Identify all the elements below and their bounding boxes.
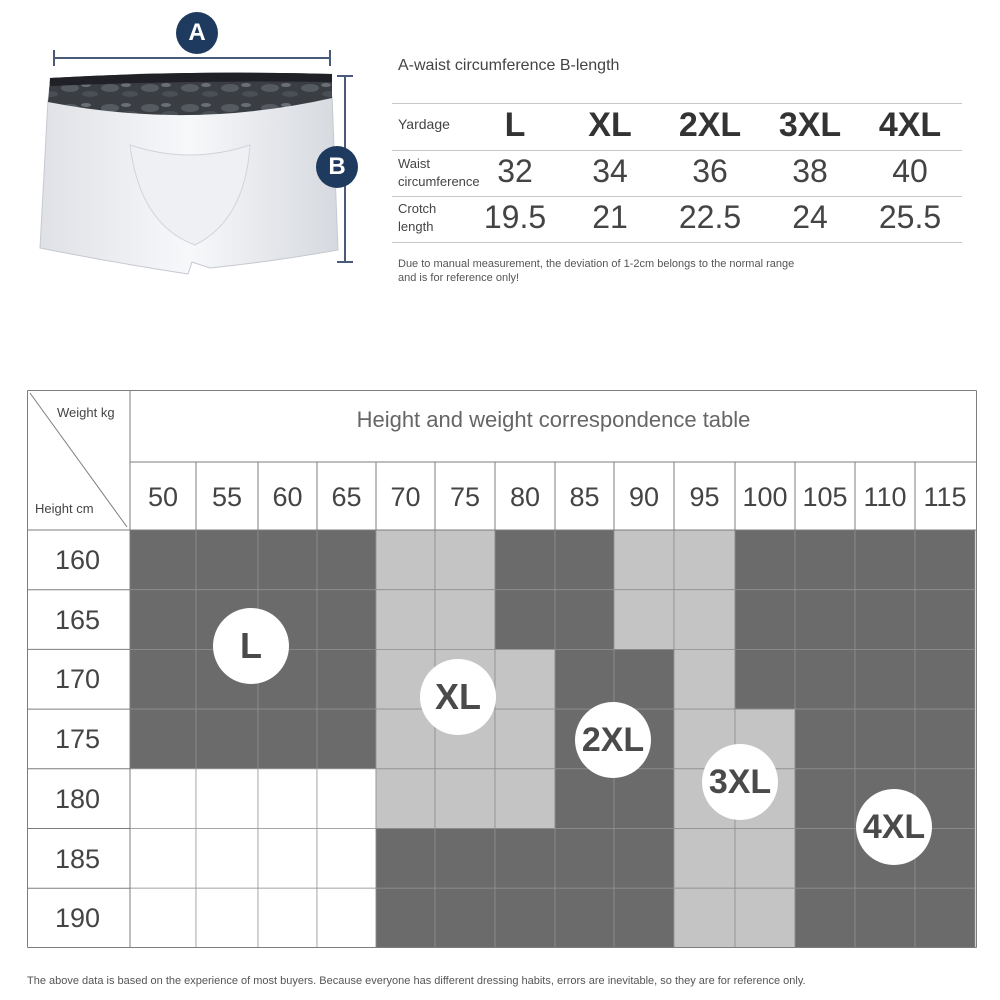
spec-divider <box>392 242 962 243</box>
grid-cell <box>495 829 555 889</box>
grid-cell <box>196 888 258 948</box>
spec-value-cell: 25.5 <box>878 199 942 235</box>
spec-header-label: Yardage <box>398 116 450 132</box>
height-label-165: 165 <box>54 604 101 635</box>
grid-cell <box>376 888 435 948</box>
grid-cell <box>674 649 735 709</box>
weight-header-105: 105 <box>796 480 854 514</box>
grid-cell <box>614 649 674 709</box>
grid-cell <box>196 829 258 889</box>
grid-cell <box>735 829 795 889</box>
grid-cell <box>376 530 435 590</box>
grid-cell <box>795 649 855 709</box>
grid-cell <box>317 590 376 650</box>
grid-cell <box>555 590 614 650</box>
spec-value-cell: 36 <box>692 153 728 189</box>
weight-header-115: 115 <box>916 480 974 514</box>
grid-cell <box>915 530 975 590</box>
grid-cell <box>317 649 376 709</box>
grid-cell <box>435 530 495 590</box>
spec-row-label-crotch <box>398 200 436 236</box>
grid-cell <box>130 709 196 769</box>
size-grid-canvas <box>27 390 977 948</box>
height-label-160: 160 <box>54 545 101 575</box>
spec-note <box>398 257 878 285</box>
grid-cell <box>795 530 855 590</box>
grid-cell <box>855 590 915 650</box>
corner-weight-label: Weight kg <box>57 405 115 420</box>
spec-value-cell: 19.5 <box>483 199 547 235</box>
weight-header-50: 50 <box>131 480 195 514</box>
corner-height-label: Height cm <box>35 501 94 516</box>
grid-cell <box>555 769 614 829</box>
grid-cell <box>495 649 555 709</box>
grid-cell <box>735 530 795 590</box>
grid-cell <box>795 829 855 889</box>
grid-cell <box>795 709 855 769</box>
zone-badge-4xl: 4XL <box>856 789 932 865</box>
spec-note-line: and is for reference only! <box>398 272 520 284</box>
grid-cell <box>196 530 258 590</box>
grid-cell <box>555 649 614 709</box>
footer-note: The above data is based on the experience of most buyers. Because everyone has different dressing habits, errors are inevitable, so they are for reference only. <box>27 975 806 987</box>
grid-cell <box>735 590 795 650</box>
size-grid <box>27 390 977 948</box>
weight-header-80: 80 <box>496 480 554 514</box>
spec-value-cell: 24 <box>792 199 828 235</box>
weight-header-90: 90 <box>615 480 673 514</box>
grid-cell <box>376 769 435 829</box>
grid-cell <box>555 829 614 889</box>
spec-row-label-line: circumference <box>398 174 480 189</box>
grid-cell <box>317 530 376 590</box>
spec-row-label-line: Waist <box>398 156 431 171</box>
zone-badge-l: L <box>213 608 289 684</box>
spec-title: A-waist circumference B-length <box>398 57 620 74</box>
grid-cell <box>317 709 376 769</box>
spec-size-l: L <box>504 106 526 144</box>
spec-size-xl: XL <box>588 106 632 144</box>
spec-note-line: Due to manual measurement, the deviation of 1-2cm belongs to the normal range <box>398 258 795 270</box>
grid-cell <box>614 829 674 889</box>
grid-cell <box>317 888 376 948</box>
grid-cell <box>915 888 975 948</box>
grid-cell <box>258 888 317 948</box>
grid-cell <box>130 530 196 590</box>
weight-header-60: 60 <box>259 480 316 514</box>
label-a-badge <box>176 12 218 54</box>
grid-cell <box>495 888 555 948</box>
grid-title: Height and weight correspondence table <box>356 407 751 432</box>
weight-header-95: 95 <box>675 480 734 514</box>
weight-header-100: 100 <box>736 480 794 514</box>
grid-cell <box>915 649 975 709</box>
grid-cell <box>555 888 614 948</box>
grid-cell <box>795 769 855 829</box>
grid-cell <box>855 649 915 709</box>
height-label-170: 170 <box>54 664 101 695</box>
product-illustration <box>20 0 380 300</box>
grid-cell <box>614 590 674 650</box>
spec-divider <box>392 150 962 151</box>
grid-cell <box>130 829 196 889</box>
spec-divider <box>392 103 962 104</box>
grid-cell <box>495 590 555 650</box>
spec-value-cell: 40 <box>892 153 928 189</box>
grid-cell <box>795 888 855 948</box>
grid-cell <box>258 769 317 829</box>
spec-divider <box>392 196 962 197</box>
grid-cell <box>855 709 915 769</box>
height-label-180: 180 <box>54 783 101 814</box>
zone-badge-3xl: 3XL <box>702 744 778 820</box>
weight-header-70: 70 <box>377 480 434 514</box>
weight-header-75: 75 <box>436 480 494 514</box>
weight-header-85: 85 <box>556 480 613 514</box>
grid-cell <box>735 888 795 948</box>
grid-cell <box>317 769 376 829</box>
weight-header-65: 65 <box>318 480 375 514</box>
grid-cell <box>435 888 495 948</box>
grid-cell <box>674 530 735 590</box>
grid-cell <box>130 769 196 829</box>
grid-cell <box>435 769 495 829</box>
height-label-185: 185 <box>54 843 101 874</box>
grid-cell <box>130 590 196 650</box>
spec-value-cell: 32 <box>497 153 533 189</box>
grid-cell <box>674 590 735 650</box>
grid-cell <box>674 829 735 889</box>
grid-cell <box>130 649 196 709</box>
height-label-175: 175 <box>54 724 101 755</box>
grid-cell <box>376 590 435 650</box>
grid-cell <box>196 769 258 829</box>
grid-cell <box>614 530 674 590</box>
zone-badge-2xl: 2XL <box>575 702 651 778</box>
grid-cell <box>376 829 435 889</box>
grid-cell <box>855 530 915 590</box>
spec-value-cell: 34 <box>592 153 628 189</box>
spec-size-4xl: 4XL <box>878 106 942 144</box>
spec-size-2xl: 2XL <box>678 106 742 144</box>
grid-cell <box>915 590 975 650</box>
grid-cell <box>258 709 317 769</box>
grid-cell <box>258 530 317 590</box>
grid-cell <box>495 530 555 590</box>
grid-cell <box>795 590 855 650</box>
grid-cell <box>435 829 495 889</box>
grid-cell <box>317 829 376 889</box>
grid-cell <box>130 888 196 948</box>
grid-cell <box>614 888 674 948</box>
spec-row-label-line: length <box>398 219 434 234</box>
grid-cell <box>435 590 495 650</box>
grid-cell <box>915 709 975 769</box>
label-a: A <box>188 19 206 46</box>
label-b: B <box>328 153 346 180</box>
weight-header-110: 110 <box>856 480 914 514</box>
grid-cell <box>495 769 555 829</box>
height-label-190: 190 <box>54 903 101 934</box>
grid-cell <box>495 709 555 769</box>
spec-size-3xl: 3XL <box>778 106 842 144</box>
weight-header-55: 55 <box>197 480 257 514</box>
grid-cell <box>196 709 258 769</box>
grid-cell <box>735 649 795 709</box>
grid-cell <box>855 888 915 948</box>
grid-cell <box>555 530 614 590</box>
spec-row-label-line: Crotch <box>398 201 437 216</box>
spec-value-cell: 21 <box>592 199 628 235</box>
spec-value-cell: 38 <box>792 153 828 189</box>
label-b-badge <box>316 146 358 188</box>
spec-value-cell: 22.5 <box>678 199 742 235</box>
zone-badge-xl: XL <box>420 659 496 735</box>
grid-cell <box>614 769 674 829</box>
grid-cell <box>674 888 735 948</box>
grid-cell <box>258 829 317 889</box>
